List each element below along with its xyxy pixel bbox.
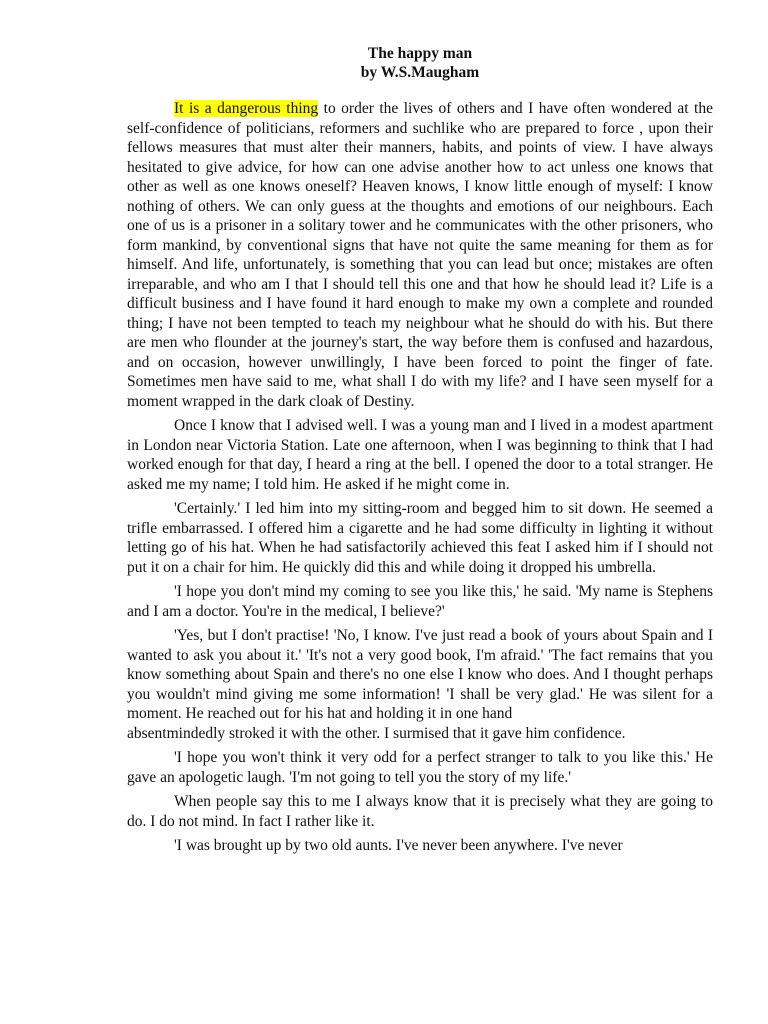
document-author: by W.S.Maugham <box>360 64 480 81</box>
document-page <box>127 44 713 861</box>
paragraph-5-continued: absentmindedly stroked it with the other. I surmised that it gave him confidence. <box>127 724 626 742</box>
paragraph-1 <box>127 99 713 411</box>
paragraph-5: 'Yes, but I don't practise! 'No, I know. I've just read a book of yours about Spain and I wanted to ask you about it.' 'It's not a very good book, I'm afraid.' 'The fact remains that you know something about Spain and there's no one else I know who does. And I thought perhaps you wouldn't mind giving me some information! 'I shall be very glad.' He was silent for a moment. He reached out for his hat and holding it in one hand <box>127 627 713 722</box>
paragraph-8: 'I was brought up by two old aunts. I've never been anywhere. I've never <box>174 837 623 854</box>
document-title: The happy man <box>367 45 473 62</box>
paragraph-7: When people say this to me I always know that it is precisely what they are going to do. I do not mind. In fact I rather like it. <box>127 793 713 830</box>
paragraph-6: 'I hope you won't think it very odd for a perfect stranger to talk to you like this.' He gave an apologetic laugh. 'I'm not going to tell you the story of my life.' <box>127 749 713 786</box>
paragraph-4: 'I hope you don't mind my coming to see you like this,' he said. 'My name is Stephens and I am a doctor. You're in the medical, I believe?' <box>127 583 713 620</box>
paragraph-3: 'Certainly.' I led him into my sitting-room and begged him to sit down. He seemed a trifle embarrassed. I offered him a cigarette and he had some difficulty in lighting it without letting go of his hat. When he had satisfactorily achieved this feat I asked him if I should not put it on a chair for him. He quickly did this and while doing it dropped his umbrella. <box>127 500 713 576</box>
paragraph-2: Once I know that I advised well. I was a young man and I lived in a modest apartment in London near Victoria Station. Late one afternoon, when I was beginning to think that I had worked enough for that day, I heard a ring at the bell. I opened the door to a total stranger. He asked me my name; I told him. He asked if he might come in. <box>127 417 713 493</box>
highlighted-text: It is a dangerous thing <box>174 100 319 117</box>
paragraph-1-text: to order the lives of others and I have often wondered at the self-confidence of politicians, reformers and suchlike who are prepared to force , upon their fellows measures that must alter their manners, habits, and points of view. I have always hesitated to give advice, for how can one advise another how to act unless one knows that other as well as one knows oneself? Heaven knows, I know little enough of myself: I know nothing of others. We can only guess at the thoughts and emotions of our neighbours. Each one of us is a prisoner in a solitary tower and he communicates with the other prisoners, who form mankind, by conventional signs that have not quite the same meaning for them as for himself. And life, unfortunately, is something that you can lead but once; mistakes are often irreparable, and who am I that I should tell this one and that how he should lead it? Life is a difficult business and I have found it hard enough to make my own a complete and rounded thing; I have not been tempted to teach my neighbour what he should do with his. But there are men who flounder at the journey's start, the way before them is confused and hazardous, and on occasion, however unwillingly, I have been forced to point the finger of fate. Sometimes men have said to me, what shall I do with my life? and I have seen myself for a moment wrapped in the dark cloak of Destiny. <box>127 100 713 410</box>
